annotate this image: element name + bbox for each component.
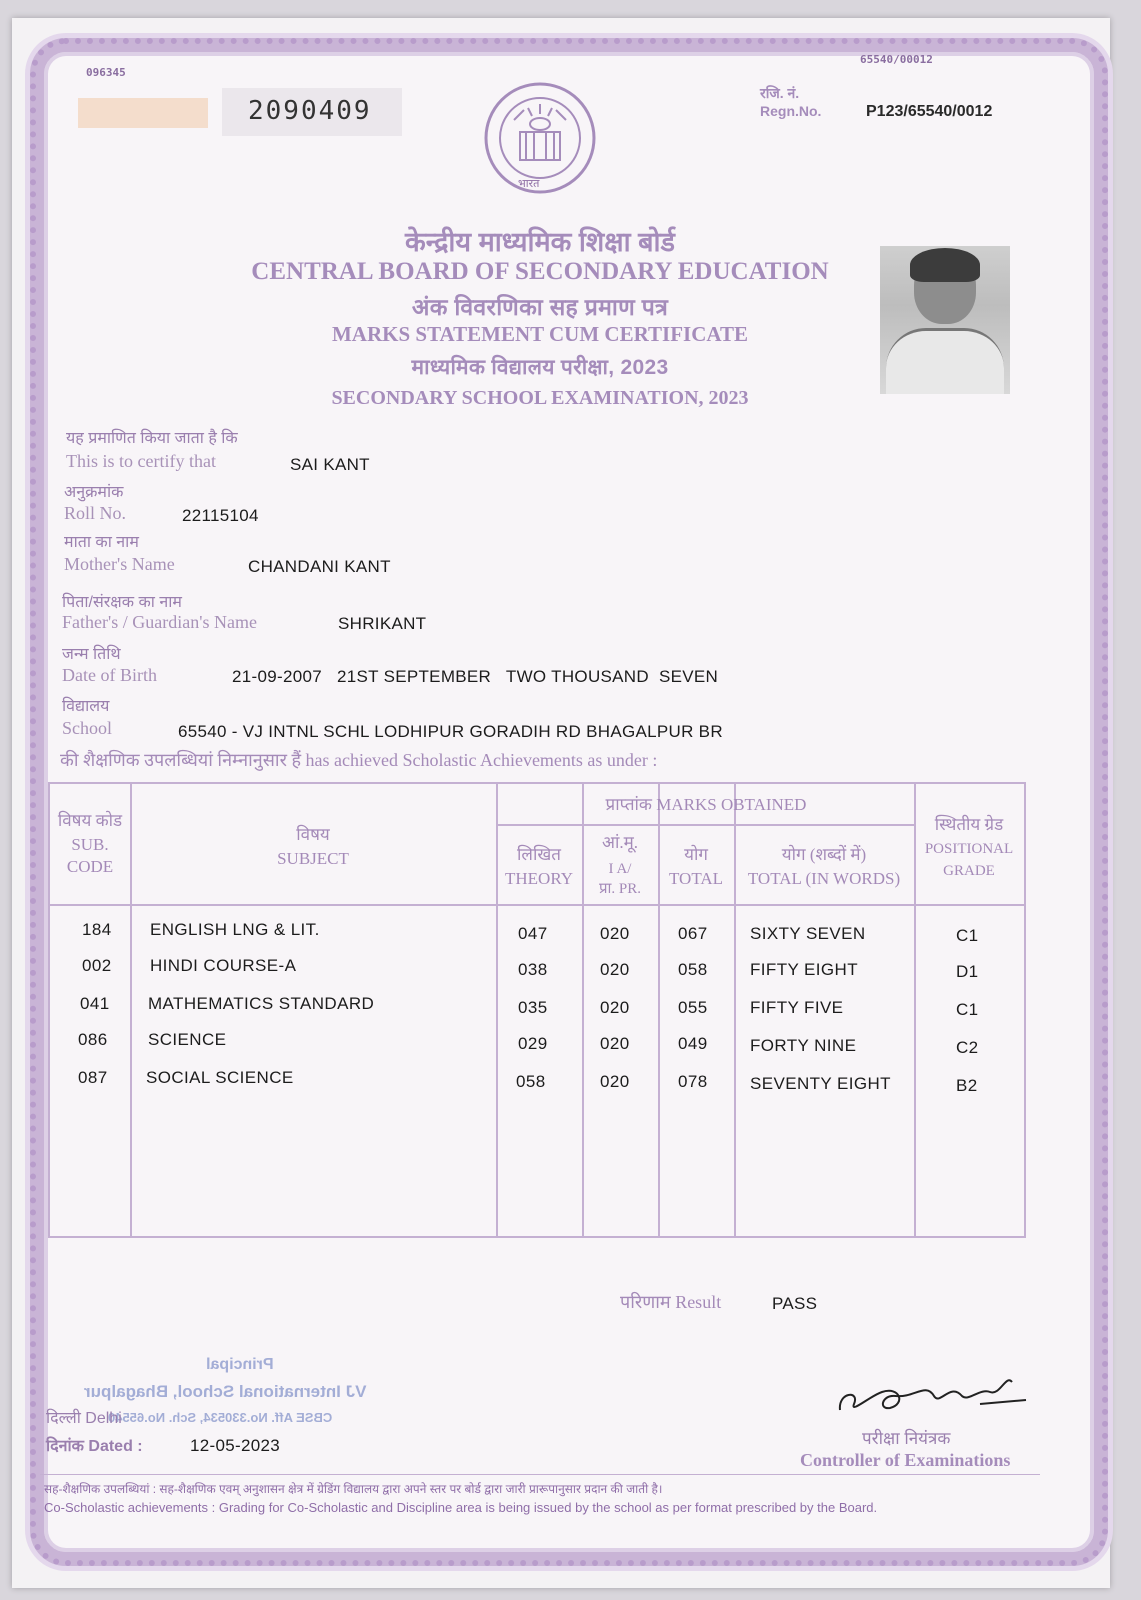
cbse-emblem-icon (474, 80, 606, 196)
row-code: 086 (78, 1030, 108, 1049)
principal-stamp-line2: VJ International School, Bhagalpur (84, 1382, 367, 1401)
row-subject: SOCIAL SCIENCE (146, 1068, 294, 1087)
row-grade: C1 (956, 1000, 979, 1019)
regn-label-hi: रजि. नं. (760, 85, 800, 101)
header-code-hi: विषय कोड (57, 811, 123, 830)
header-code-en2: CODE (66, 857, 114, 876)
school-label-en: School (62, 718, 113, 738)
row-words: FORTY NINE (750, 1036, 857, 1055)
row-code: 184 (82, 920, 112, 939)
sheet-number: 096345 (86, 66, 126, 79)
header-ia-pr: प्रा. PR. (598, 881, 642, 897)
header-subject-hi: विषय (296, 825, 330, 844)
header-total-hi: योग (684, 845, 708, 864)
roll-label-hi: अनुक्रमांक (64, 484, 124, 501)
principal-stamp-line1: Principal (206, 1356, 274, 1373)
serial-number: 2090409 (248, 96, 372, 126)
header-marks-obtained: प्राप्तांक MARKS OBTAINED (605, 795, 807, 814)
header-words-hi: योग (शब्दों में) (781, 845, 867, 864)
certificate-code: 65540/00012 (860, 53, 933, 66)
row-ia: 020 (600, 998, 630, 1017)
row-code: 087 (78, 1068, 108, 1087)
student-photo (880, 246, 1010, 394)
student-name: SAI KANT (290, 455, 370, 474)
father-label-hi: पिता/संरक्षक का नाम (62, 594, 182, 611)
school-name: 65540 - VJ INTNL SCHL LODHIPUR GORADIH RD BHAGALPUR BR (178, 722, 723, 741)
row-ia: 020 (600, 1072, 630, 1091)
header-theory-en: THEORY (505, 869, 573, 888)
header-grade-en2: GRADE (943, 863, 995, 879)
row-theory: 029 (518, 1034, 548, 1053)
school-label-hi: विद्यालय (62, 698, 110, 715)
header-total-en: TOTAL (668, 869, 724, 888)
row-ia: 020 (600, 1034, 630, 1053)
mother-label-en: Mother's Name (64, 554, 175, 574)
row-grade: B2 (956, 1076, 978, 1095)
father-name: SHRIKANT (338, 614, 427, 633)
co-scholastic-note-hi: सह-शैक्षणिक उपलब्धियां : सह-शैक्षणिक एवम् अनुशासन क्षेत्र में ग्रेडिंग विद्यालय द्वारा अपने स्तर पर बोर्ड द्वारा जारी प्रारूपानुसार प्रदान की जाती है। (44, 1482, 663, 1496)
dob-label-hi: जन्म तिथि (62, 646, 121, 663)
controller-signature-icon (830, 1352, 1030, 1432)
header-grade-hi: स्थितीय ग्रेड (934, 815, 1004, 834)
header-subject-en: SUBJECT (277, 849, 349, 868)
row-theory: 058 (516, 1072, 546, 1091)
row-subject: MATHEMATICS STANDARD (148, 994, 375, 1013)
co-scholastic-note-en: Co-Scholastic achievements : Grading for Co-Scholastic and Discipline area is being issued by the school as per format prescribed by the Board. (44, 1500, 878, 1515)
row-grade: D1 (956, 962, 979, 981)
row-total: 055 (678, 998, 708, 1017)
row-words: SIXTY SEVEN (750, 924, 866, 943)
row-code: 002 (82, 956, 112, 975)
row-subject: HINDI COURSE-A (150, 956, 297, 975)
row-words: FIFTY FIVE (750, 998, 844, 1017)
cert-title-hi: अंक विवरणिका सह प्रमाण पत्र (411, 294, 669, 320)
regn-number: P123/65540/0012 (866, 103, 993, 120)
issue-date: 12-05-2023 (190, 1436, 280, 1455)
result-label: परिणाम Result (620, 1292, 722, 1312)
regn-label-en: Regn.No. (760, 103, 822, 119)
mother-label-hi: माता का नाम (64, 534, 139, 551)
certify-label-en: This is to certify that (66, 451, 216, 471)
delhi-label: दिल्ली Delhi (46, 1410, 122, 1427)
exam-title-hi: माध्यमिक विद्यालय परीक्षा, 2023 (411, 356, 669, 379)
row-grade: C1 (956, 926, 979, 945)
row-theory: 038 (518, 960, 548, 979)
certify-label-hi: यह प्रमाणित किया जाता है कि (66, 430, 238, 447)
roll-label-en: Roll No. (64, 503, 127, 523)
dob-label-en: Date of Birth (62, 665, 157, 685)
row-theory: 047 (518, 924, 548, 943)
mother-name: CHANDANI KANT (248, 557, 391, 576)
row-ia: 020 (600, 924, 630, 943)
exam-title-en: SECONDARY SCHOOL EXAMINATION, 2023 (331, 387, 749, 409)
row-code: 041 (80, 994, 110, 1013)
result-value: PASS (772, 1294, 818, 1313)
marks-table (48, 782, 1026, 1238)
header-grade-en1: POSITIONAL (924, 841, 1014, 857)
date-of-birth: 21-09-2007 21ST SEPTEMBER TWO THOUSAND SEVEN (232, 667, 719, 686)
row-ia: 020 (600, 960, 630, 979)
achievements-intro: की शैक्षणिक उपलब्धियां निम्नानुसार हैं has achieved Scholastic Achievements as under : (60, 750, 658, 770)
header-ia-en: I A/ (608, 861, 632, 877)
row-subject: ENGLISH LNG & LIT. (150, 920, 320, 939)
emblem-caption: भारत (518, 178, 540, 190)
cert-title-en: MARKS STATEMENT CUM CERTIFICATE (331, 322, 748, 346)
orange-stamp-mark (78, 98, 208, 128)
controller-label-en: Controller of Examinations (800, 1450, 1011, 1470)
row-total: 078 (678, 1072, 708, 1091)
row-words: FIFTY EIGHT (750, 960, 858, 979)
footer-divider (40, 1474, 1040, 1475)
header-theory-hi: लिखित (517, 845, 561, 864)
row-grade: C2 (956, 1038, 979, 1057)
principal-stamp-line3: CBSE Aff. No.330534, Sch. No.65540 (108, 1410, 333, 1425)
controller-label-hi: परीक्षा नियंत्रक (862, 1429, 951, 1448)
header-code-en1: SUB. (71, 835, 109, 854)
father-label-en: Father's / Guardian's Name (62, 612, 257, 632)
row-total: 067 (678, 924, 708, 943)
row-words: SEVENTY EIGHT (750, 1074, 891, 1093)
row-total: 049 (678, 1034, 708, 1053)
row-subject: SCIENCE (148, 1030, 227, 1049)
dated-label: दिनांक Dated : (46, 1438, 143, 1455)
header-words-en: TOTAL (IN WORDS) (747, 869, 901, 888)
board-title-en: CENTRAL BOARD OF SECONDARY EDUCATION (251, 258, 829, 285)
row-theory: 035 (518, 998, 548, 1017)
board-title-hi: केन्द्रीय माध्यमिक शिक्षा बोर्ड (405, 227, 675, 257)
header-ia-hi: आं.मू. (601, 833, 639, 852)
row-total: 058 (678, 960, 708, 979)
roll-number: 22115104 (182, 506, 259, 525)
